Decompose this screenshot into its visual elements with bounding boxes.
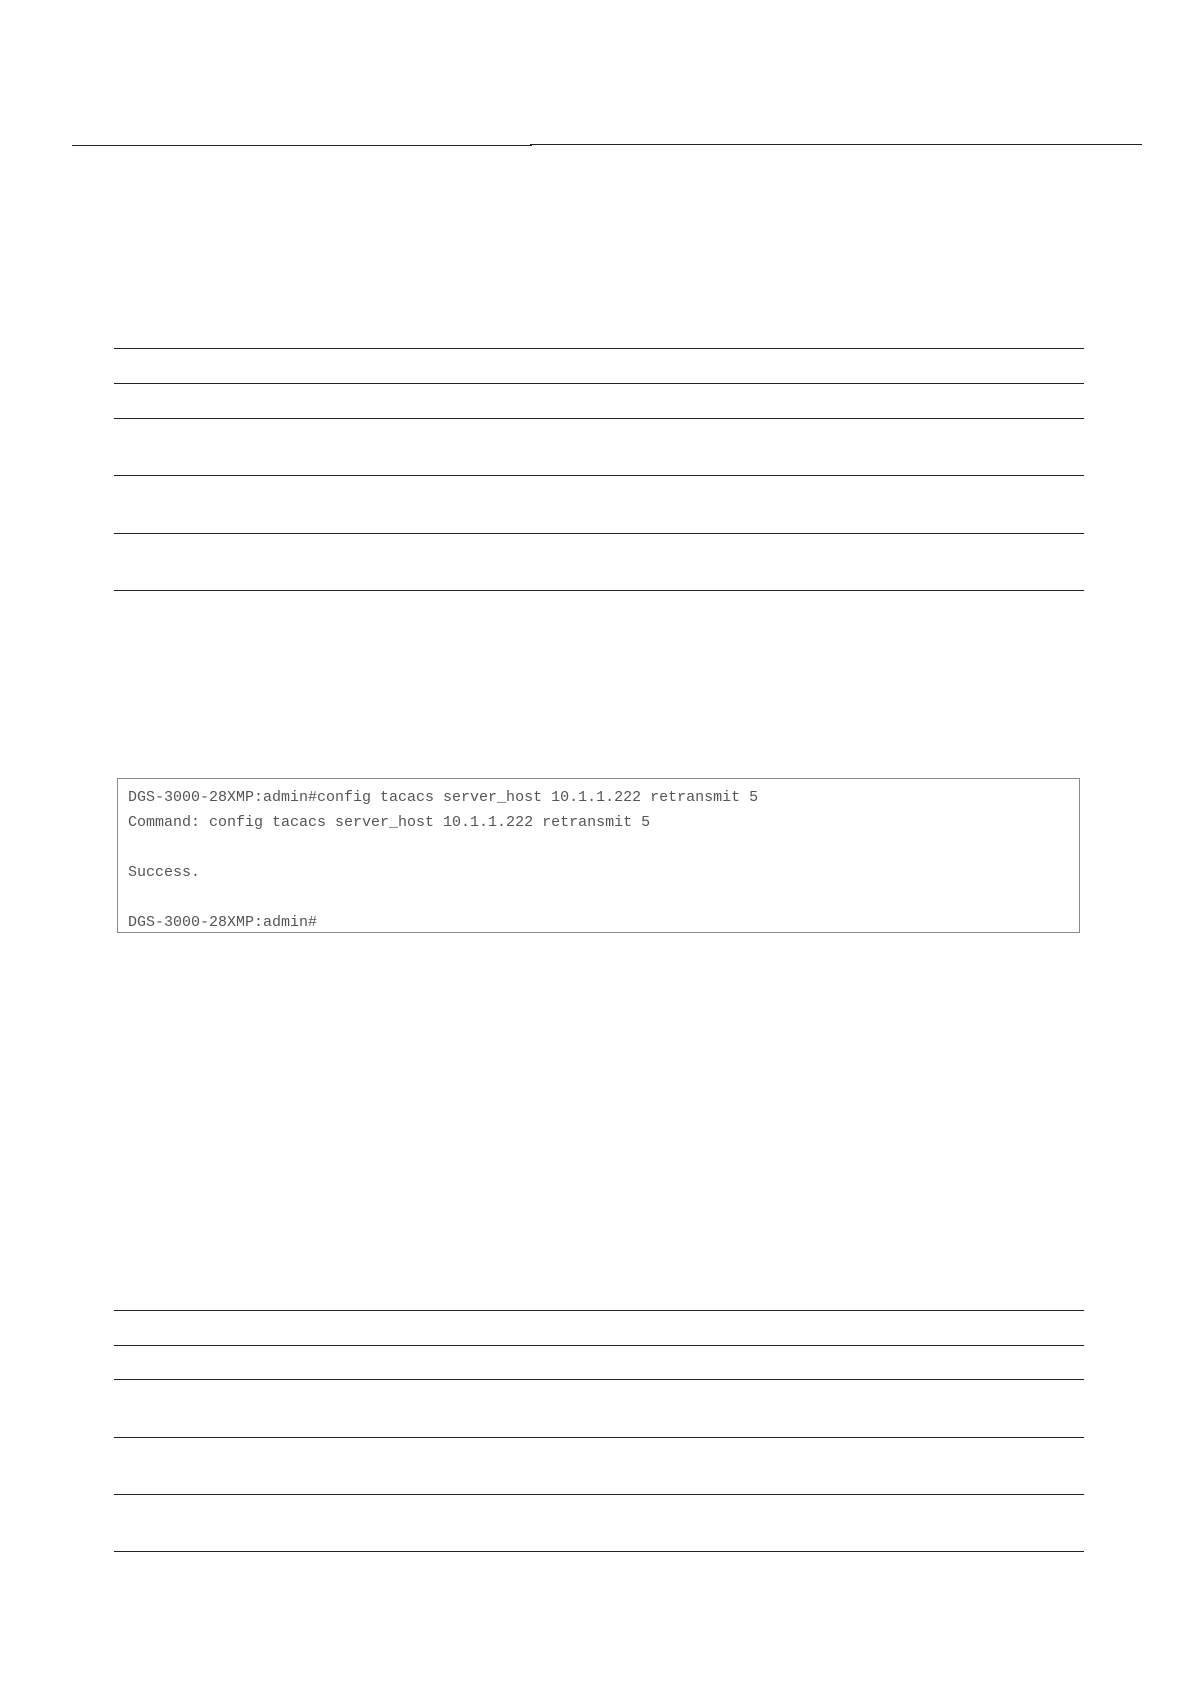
cli-line: DGS-3000-28XMP:admin#config tacacs server_host 10.1.1.222 retransmit 5: [128, 789, 759, 806]
cli-line: [128, 885, 1079, 910]
table-rule: [114, 1310, 1084, 1311]
header-rule: [72, 145, 532, 146]
table-rule: [114, 1437, 1084, 1438]
table-rule: [114, 590, 1084, 591]
table-rule: [114, 1494, 1084, 1495]
table-rule: [114, 533, 1084, 534]
table-rule: [114, 475, 1084, 476]
table-rule: [114, 418, 1084, 419]
cli-line: DGS-3000-28XMP:admin#: [128, 914, 318, 931]
table-rule: [114, 1551, 1084, 1552]
header-rule: [530, 144, 1142, 145]
cli-line: [128, 835, 1079, 860]
table-rule: [114, 383, 1084, 384]
cli-example-box: [117, 778, 1080, 933]
cli-line: Command: config tacacs server_host 10.1.1.222 retransmit 5: [128, 814, 651, 831]
table-rule: [114, 348, 1084, 349]
table-rule: [114, 1345, 1084, 1346]
cli-line: Success.: [128, 864, 201, 881]
table-rule: [114, 1379, 1084, 1380]
